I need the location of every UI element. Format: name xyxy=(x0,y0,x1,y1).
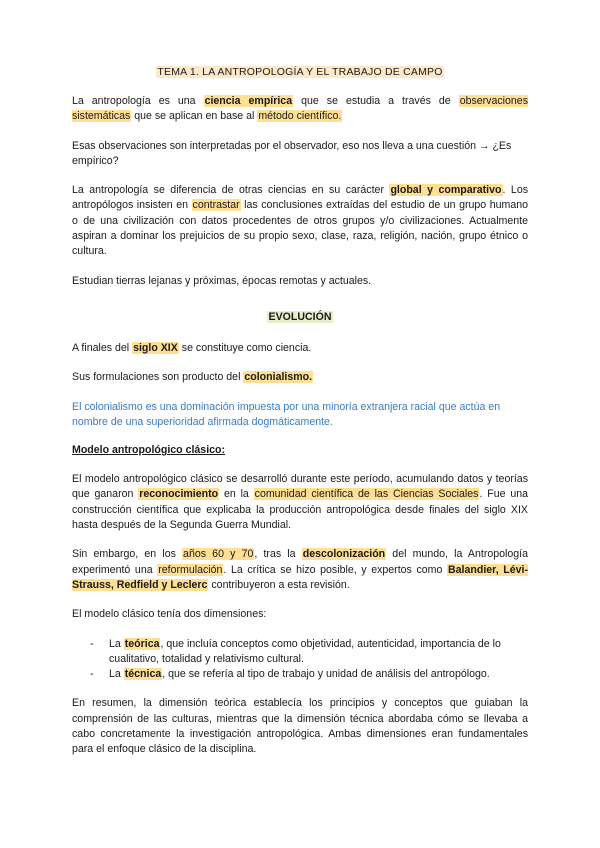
list-item: - La técnica, que se refería al tipo de trabajo y unidad de análisis del antropólogo. xyxy=(90,668,490,681)
highlight-descolonizacion: descolonización xyxy=(302,548,386,561)
paragraph-resumen: En resumen, la dimensión teórica establecía los principios y conceptos que guiaban la comprensión de las culturas, mientras que la dimensión técnica abordaba cómo se llevaba a cabo concretamente la investigación antropológica. Ambas dimensiones eran fundamentales para el enfoque clásico de la disciplina. xyxy=(72,697,528,756)
highlight-reconocimiento: reconocimiento xyxy=(139,488,219,501)
paragraph-dos-dimensiones: El modelo clásico tenía dos dimensiones: xyxy=(72,608,267,621)
paragraph-siglo-xix: A finales del siglo XIX se constituye como ciencia. xyxy=(72,341,312,354)
highlight-teorica: teórica xyxy=(124,637,160,650)
paragraph-global-comparativo: La antropología se diferencia de otras ciencias en su carácter global y comparativo. Los antropólogos insisten en contrastar las conclusiones extraídas del estudio de un grupo humano o de una civilización con datos procedentes de otros grupos y/o civilizaciones. Actualmente aspiran a dominar los prejuicios de su propio sexo, clase, raza, religión, nación, grupo étnico o cultura. xyxy=(72,184,529,258)
section-heading-evolucion: EVOLUCIÓN xyxy=(268,310,332,323)
list-item: - La teórica, que incluía conceptos como objetividad, autenticidad, importancia de lo cualitativo, totalidad y relativismo cultural. xyxy=(90,637,501,665)
highlight-contrastar: contrastar xyxy=(192,199,240,212)
paragraph-colonialismo: Sus formulaciones son producto del colonialismo. xyxy=(72,371,313,384)
dimensions-list xyxy=(72,637,528,683)
paragraph-definition: La antropología es una ciencia empírica que se estudia a través de observaciones sistemáticas que se aplican en base al método científico. xyxy=(72,95,528,123)
paragraph-observations: Esas observaciones son interpretadas por el observador, eso nos lleva a una cuestión → ¿Es empírico? xyxy=(72,139,512,167)
highlight-anos-60-70: años 60 y 70 xyxy=(183,548,254,561)
highlight-observaciones: observaciones sistemáticas xyxy=(72,95,528,123)
highlight-global-comparativo: global y comparativo xyxy=(390,184,502,197)
highlight-expertos: Balandier, Lévi-Strauss, Redfield y Leclerc xyxy=(72,563,529,591)
highlight-tecnica: técnica xyxy=(124,668,162,681)
highlight-siglo-xix: siglo XIX xyxy=(133,341,178,354)
paragraph-tierras: Estudian tierras lejanas y próximas, épocas remotas y actuales. xyxy=(72,274,372,287)
document-title: TEMA 1. LA ANTROPOLOGÍA Y EL TRABAJO DE CAMPO xyxy=(157,66,443,78)
paragraph-modelo-clasico: El modelo antropológico clásico se desarrolló durante este período, acumulando datos y teorías que ganaron reconocimiento en la comunidad científica de las Ciencias Sociales. Fue una construcción científica que explicaba la producción antropológica desde finales del siglo XIX hasta después de la Segunda Guerra Mundial. xyxy=(72,473,528,532)
highlight-reformulacion: reformulación xyxy=(158,563,223,576)
highlight-colonialismo: colonialismo. xyxy=(244,371,313,384)
highlight-comunidad-cientifica: comunidad científica de las Ciencias Sociales xyxy=(254,488,479,501)
subheading-modelo-clasico: Modelo antropológico clásico: xyxy=(72,444,226,457)
paragraph-descolonizacion: Sin embargo, en los años 60 y 70, tras la descolonización del mundo, la Antropología experimentó una reformulación. La crítica se hizo posible, y expertos como Balandier, Lévi-Strauss, Redfield y Leclerc contribuyeron a esta revisión. xyxy=(72,548,529,591)
paragraph-colonialismo-definition: El colonialismo es una dominación impuesta por una minoría extranjera racial que actúa en nombre de una superioridad afirmada dogmáticamente. xyxy=(72,400,501,428)
highlight-ciencia-empirica: ciencia empírica xyxy=(204,95,293,107)
document-page xyxy=(72,66,528,772)
highlight-metodo-cientifico: método científico. xyxy=(258,110,342,123)
